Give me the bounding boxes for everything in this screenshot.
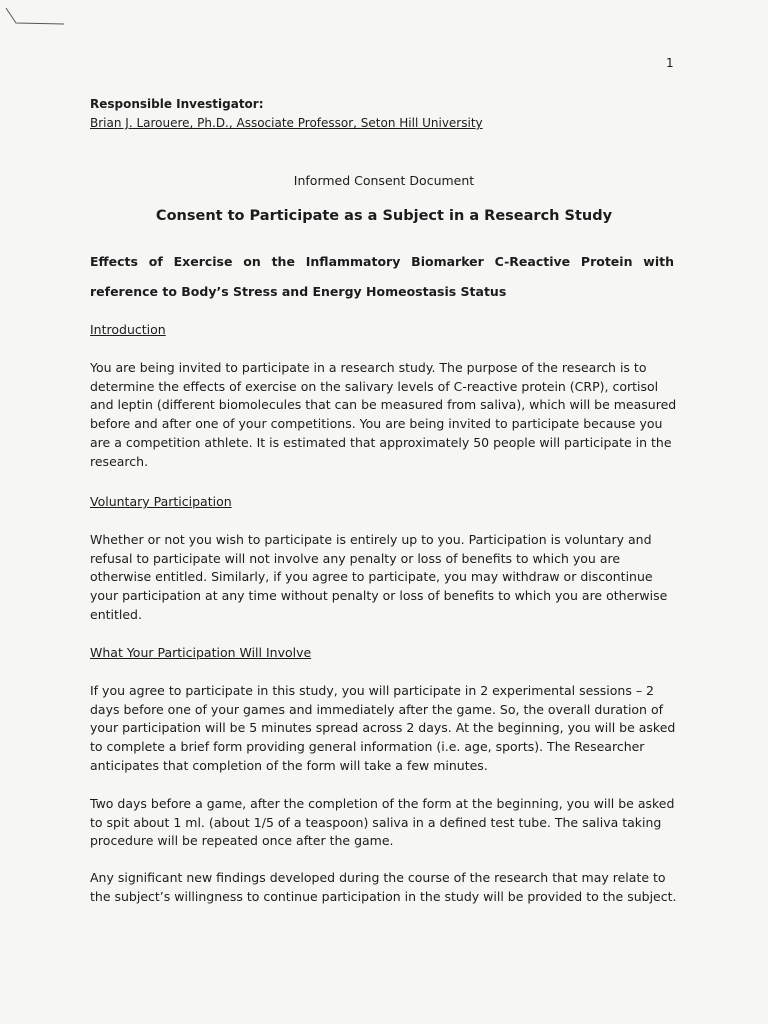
section-heading-introduction: Introduction [90, 322, 166, 337]
investigator-name: Brian J. Larouere, Ph.D., Associate Professor, Seton Hill University [90, 116, 483, 130]
investigator-block [90, 95, 483, 133]
section-heading-participation-involvement: What Your Participation Will Involve [90, 645, 312, 660]
paragraph-new-findings: Any significant new findings developed during the course of the research that may relate to the subject’s willingness to continue participation in the study will be provided to the subject. [90, 870, 677, 904]
paragraph-voluntary-participation: Whether or not you wish to participate is entirely up to you. Participation is voluntary and refusal to participate will not involve any penalty or loss of benefits to which you are otherwise entitled. Similarly, if you agree to participate, you may withdraw or discontinue your participation at any time without penalty or loss of benefits to which you are otherwise entitled. [90, 532, 668, 622]
paragraph-introduction: You are being invited to participate in a research study. The purpose of the research is to determine the effects of exercise on the salivary levels of C-reactive protein (CRP), cortisol and leptin (different biomolecules that can be measured from saliva), which will be measured before and after one of your competitions. You are being invited to participate because you are a competition athlete. It is estimated that approximately 50 people will participate in the research. [90, 360, 677, 469]
paragraph-participation-overview: If you agree to participate in this study, you will participate in 2 experimental sessions – 2 days before one of your games and immediately after the game. So, the overall duration of your participation will be 5 minutes spread across 2 days. At the beginning, you will be asked to complete a brief form providing general information (i.e. age, sports). The Researcher anticipates that completion of the form will take a few minutes. [90, 683, 676, 773]
page-number: 1 [666, 56, 674, 70]
investigator-label: Responsible Investigator: [90, 97, 264, 111]
pen-mark [4, 6, 66, 26]
main-title: Consent to Participate as a Subject in a Research Study [155, 208, 613, 224]
document-label: Informed Consent Document [293, 173, 475, 188]
study-title: Effects of Exercise on the Inflammatory Biomarker C-Reactive Protein with reference to Body’s Stress and Energy Homeostasis Status [90, 254, 674, 299]
paragraph-saliva-procedure: Two days before a game, after the completion of the form at the beginning, you will be asked to spit about 1 ml. (about 1/5 of a teaspoon) saliva in a defined test tube. The saliva taking procedure will be repeated once after the game. [90, 796, 675, 849]
section-heading-voluntary-participation: Voluntary Participation [90, 494, 232, 509]
